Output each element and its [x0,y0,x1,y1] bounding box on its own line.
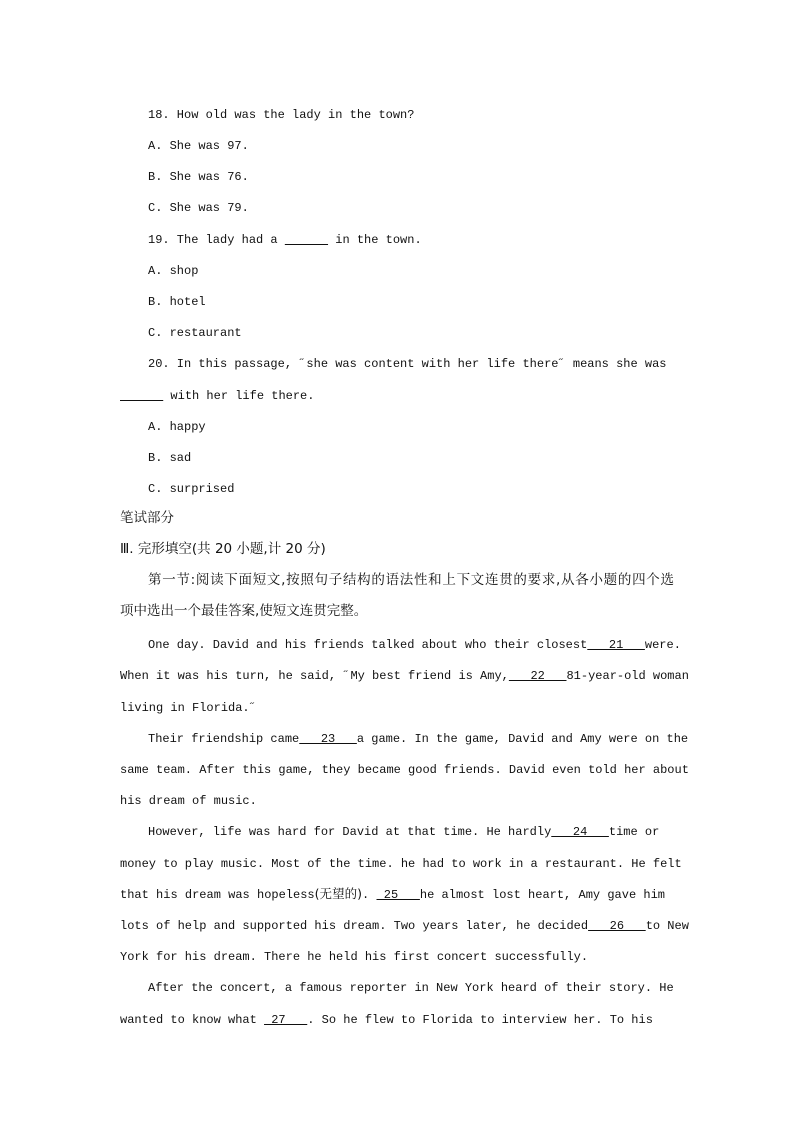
passage-line: Their friendship came 23 a game. In the game, David and Amy were on the [148,732,689,746]
question-18: 18. How old was the lady in the town? [148,108,415,122]
passage-line: After the concert, a famous reporter in New York heard of their story. He [148,981,674,995]
passage-line: wanted to know what 27 . So he flew to Florida to interview her. To his [120,1013,653,1027]
section-heading: 笔试部分 [120,510,174,526]
blank-25: 25 [376,888,420,902]
blank-26: 26 [588,919,646,933]
question-20-line-2: with her life there. [163,389,315,403]
part-heading: Ⅲ. 完形填空(共 20 小题,计 20 分) [120,541,326,557]
q19-option-a: A. shop [148,264,199,278]
blank-27: 27 [264,1013,308,1027]
passage-line: When it was his turn, he said, ˝My best friend is Amy, 22 81-year-old woman [120,669,689,683]
blank-21: 21 [587,638,645,652]
passage-line: his dream of music. [120,794,257,808]
blank-22: 22 [508,669,567,683]
instruction-line-1: 第一节:阅读下面短文,按照句子结构的语法性和上下文连贯的要求,从各小题的四个选 [148,572,674,588]
passage-line: However, life was hard for David at that time. He hardly 24 time or [148,825,660,839]
instruction-line-2: 项中选出一个最佳答案,使短文连贯完整。 [120,603,368,619]
passage-line: same team. After this game, they became good friends. David even told her about [120,763,689,777]
q18-option-c: C. She was 79. [148,201,249,215]
q19-option-c: C. restaurant [148,326,242,340]
passage-line: lots of help and supported his dream. Two years later, he decided 26 to New [120,919,689,933]
blank-24: 24 [551,825,609,839]
passage-line: York for his dream. There he held his first concert successfully. [120,950,589,964]
q18-option-b: B. She was 76. [148,170,249,184]
passage-line: that his dream was hopeless(无望的). 25 he almost lost heart, Amy gave him [120,886,665,902]
passage-line: living in Florida.˝ [120,701,257,715]
passage-line: money to play music. Most of the time. he had to work in a restaurant. He felt [120,857,682,871]
q20-option-c: C. surprised [148,482,235,496]
question-19: 19. The lady had a in the town. [148,233,422,247]
q20-option-a: A. happy [148,420,206,434]
q20-option-b: B. sad [148,451,192,465]
question-20-line-1: 20. In this passage, ˝she was content with her life there˝ means she was [148,357,667,371]
blank-23: 23 [299,732,357,746]
passage-line: One day. David and his friends talked about who their closest 21 were. [148,638,681,652]
q19-option-b: B. hotel [148,295,206,309]
q18-option-a: A. She was 97. [148,139,249,153]
